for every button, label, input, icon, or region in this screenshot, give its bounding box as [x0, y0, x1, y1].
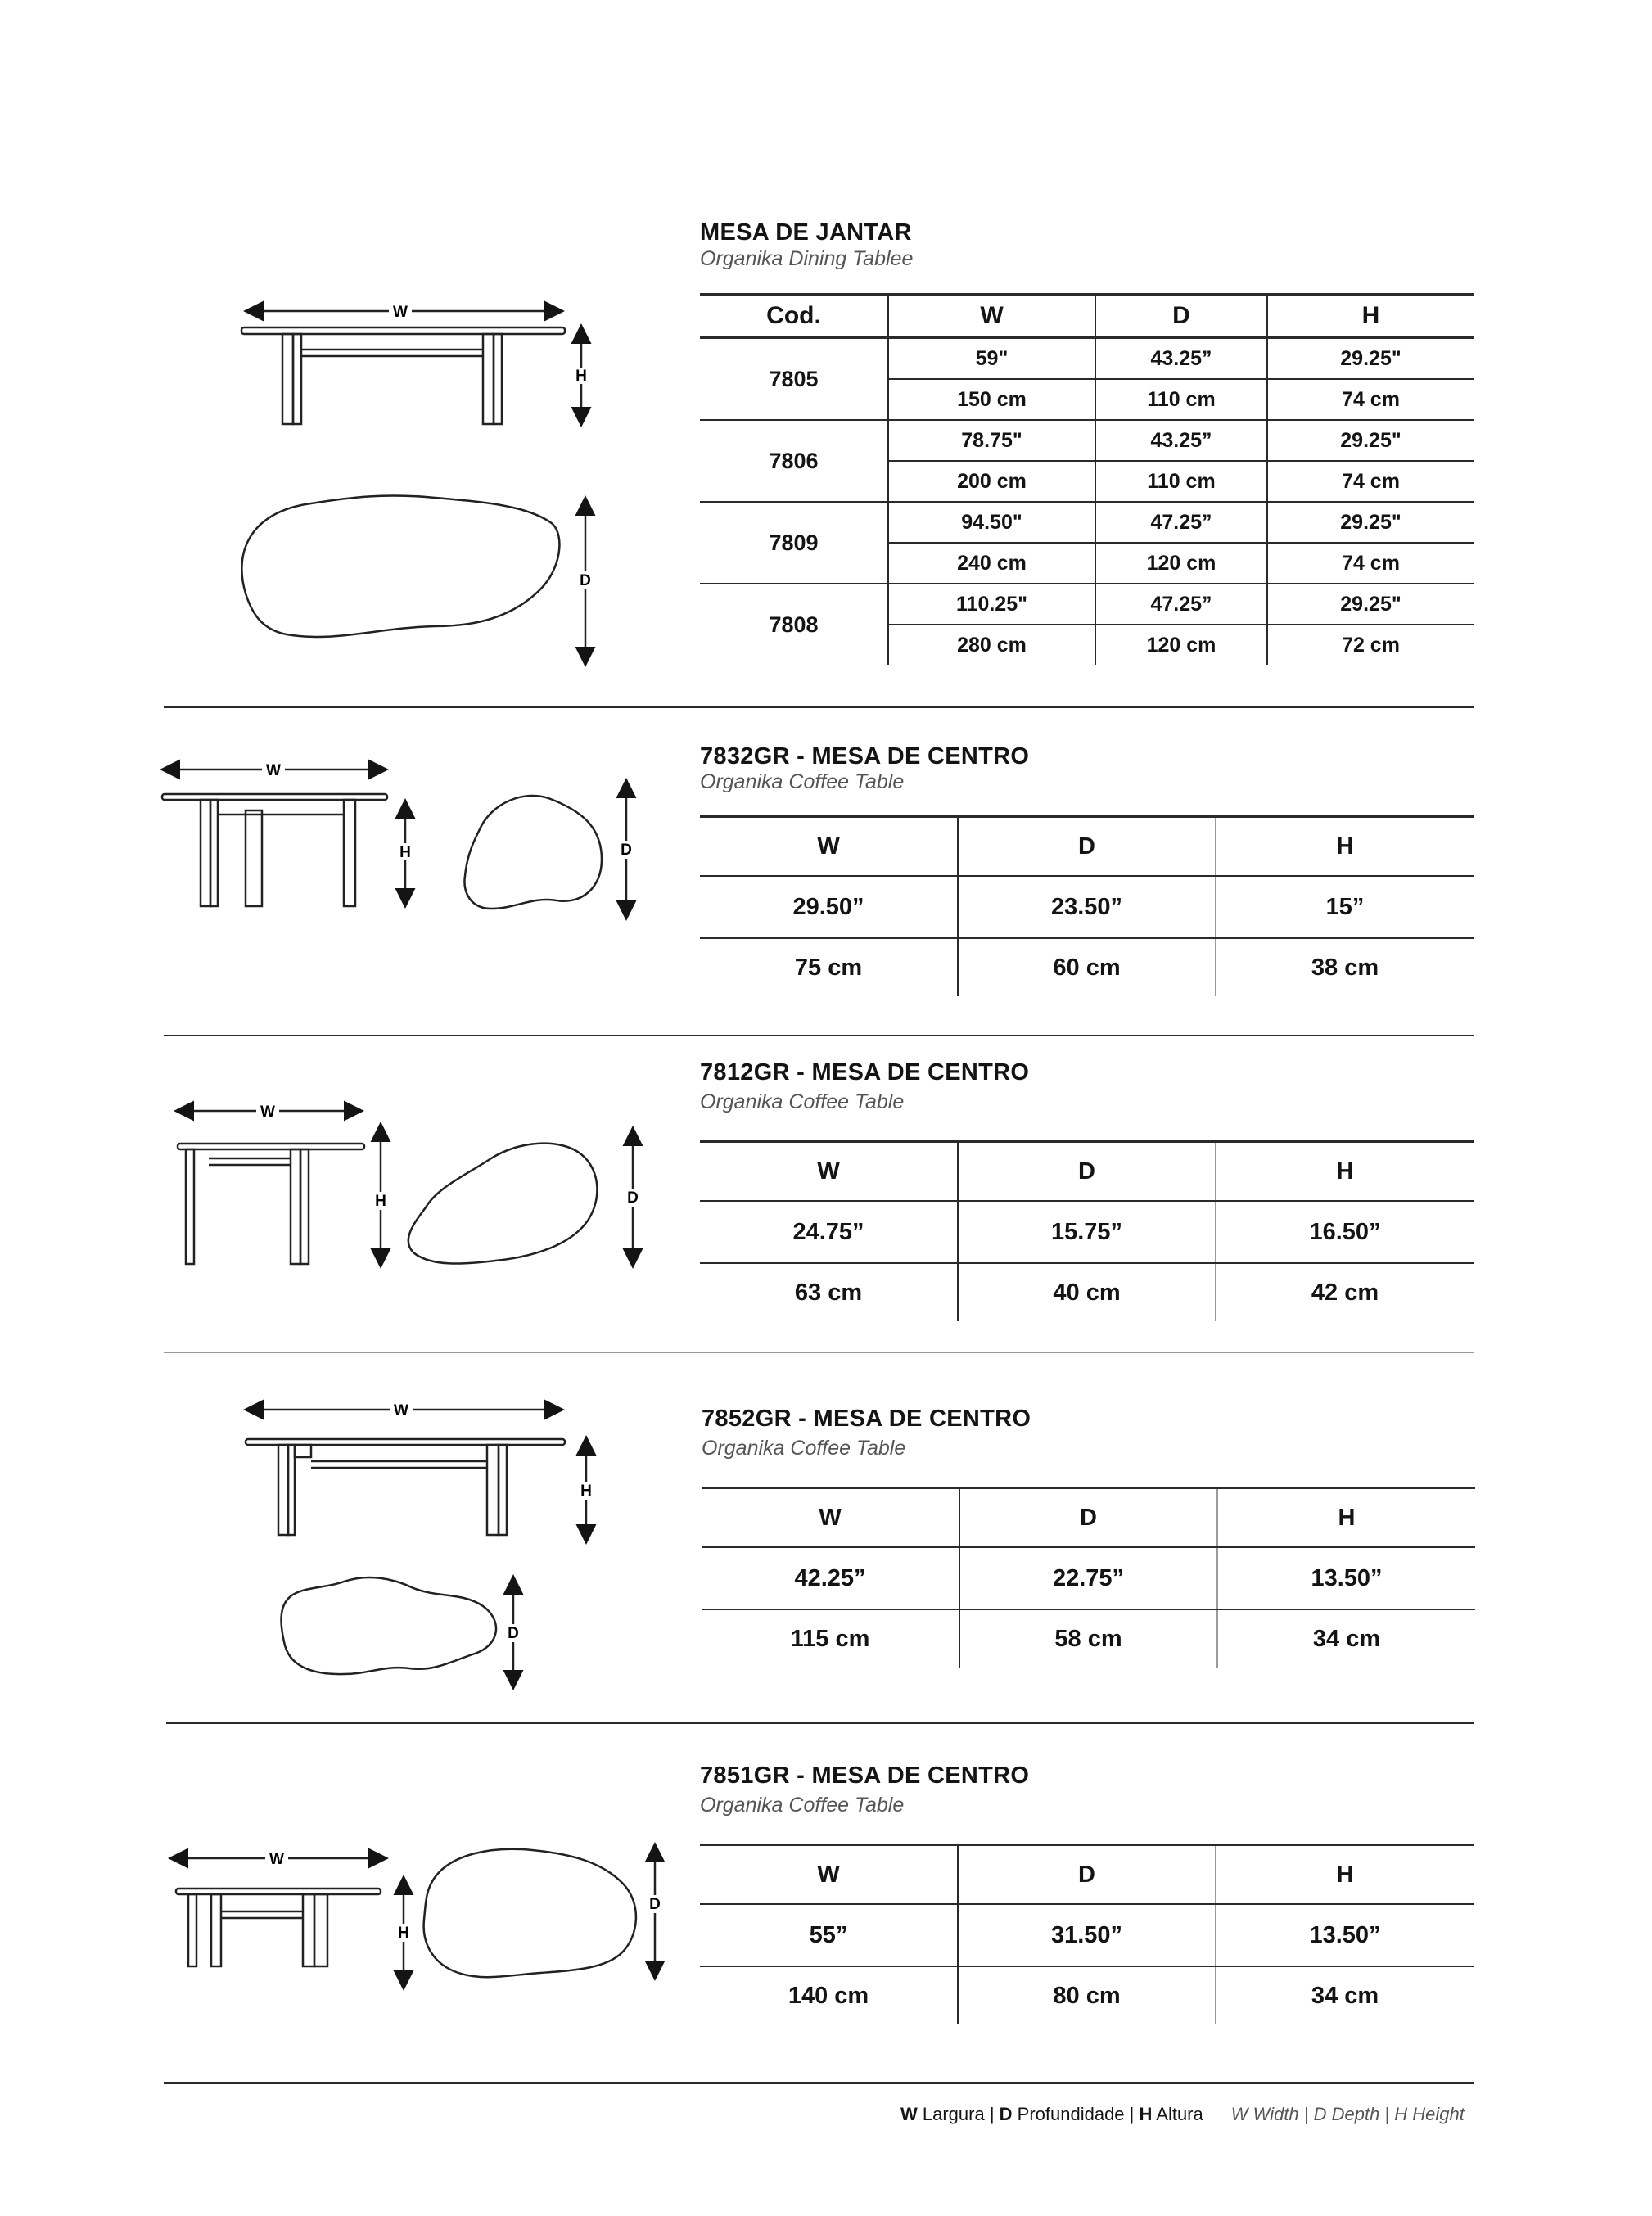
depth-metric: 58 cm	[959, 1609, 1217, 1668]
table-header-row	[702, 1488, 1475, 1548]
table-row	[700, 1904, 1474, 1966]
width-label: W	[260, 1103, 275, 1121]
depth-imperial: 15.75”	[958, 1201, 1216, 1263]
header-height: H	[1267, 295, 1474, 338]
coffee-spec-table	[700, 1844, 1474, 2024]
header-width: W	[888, 295, 1095, 338]
depth-label: D	[649, 1896, 661, 1913]
depth-imperial: 47.25”	[1095, 502, 1267, 543]
product-code: 7809	[700, 502, 888, 584]
height-metric: 42 cm	[1216, 1263, 1474, 1321]
height-label: H	[399, 844, 411, 861]
dining-title: MESA DE JANTAR	[700, 219, 912, 246]
legend-english: W Width | D Depth | H Height	[1230, 2104, 1465, 2124]
height-imperial: 29.25"	[1267, 338, 1474, 380]
legend-w-text: Largura |	[917, 2104, 1000, 2124]
table-row	[700, 584, 1474, 625]
header-height: H	[1216, 817, 1474, 877]
header-height: H	[1216, 1845, 1474, 1905]
dining-table-drawing	[229, 291, 614, 679]
width-imperial: 94.50"	[888, 502, 1095, 543]
header-width: W	[700, 817, 958, 877]
height-imperial: 13.50”	[1217, 1547, 1475, 1609]
height-imperial: 29.25"	[1267, 584, 1474, 625]
section-divider	[164, 1035, 1474, 1036]
table-row	[702, 1547, 1475, 1609]
header-depth: D	[1095, 295, 1267, 338]
width-metric: 240 cm	[888, 543, 1095, 584]
header-height: H	[1217, 1488, 1475, 1548]
section-divider	[164, 1352, 1474, 1353]
section-divider	[164, 2082, 1474, 2084]
width-metric: 140 cm	[788, 1982, 869, 2009]
header-height: H	[1216, 1142, 1474, 1202]
height-label: H	[580, 1483, 592, 1500]
height-imperial: 15”	[1216, 876, 1474, 938]
legend-h-text: Altura	[1152, 2104, 1203, 2124]
width-metric: 150 cm	[888, 379, 1095, 420]
depth-imperial: 31.50”	[958, 1904, 1216, 1966]
height-metric: 74 cm	[1267, 379, 1474, 420]
depth-metric: 120 cm	[1095, 625, 1267, 665]
legend-w: W	[900, 2104, 918, 2124]
coffee-table-subtitle: Organika Coffee Table	[702, 1437, 906, 1460]
width-metric: 115 cm	[790, 1625, 870, 1652]
height-imperial: 29.25"	[1267, 420, 1474, 461]
table-row	[700, 1966, 1474, 2024]
width-imperial: 24.75”	[700, 1201, 958, 1263]
legend-h: H	[1139, 2104, 1153, 2124]
dining-spec-table	[700, 293, 1474, 665]
depth-label: D	[580, 572, 591, 589]
height-metric: 34 cm	[1216, 1966, 1474, 2024]
width-imperial: 110.25"	[888, 584, 1095, 625]
legend-d: D	[999, 2104, 1013, 2124]
width-imperial: 55”	[700, 1904, 958, 1966]
coffee-table-title: 7832GR - MESA DE CENTRO	[700, 743, 1030, 770]
dining-side-view	[241, 311, 581, 424]
height-label: H	[375, 1193, 386, 1210]
header-width: W	[700, 1845, 958, 1905]
height-metric: 34 cm	[1217, 1609, 1475, 1668]
coffee-table-subtitle: Organika Coffee Table	[700, 770, 905, 793]
width-label: W	[393, 304, 408, 321]
width-imperial: 42.25”	[702, 1547, 959, 1609]
header-depth: D	[959, 1488, 1217, 1548]
legend-d-text: Profundidade |	[1012, 2104, 1140, 2124]
section-divider	[164, 706, 1474, 708]
table-row	[700, 420, 1474, 461]
table-row	[700, 1201, 1474, 1263]
table-header-row	[700, 1845, 1474, 1905]
table-header-row	[700, 817, 1474, 877]
depth-imperial: 43.25”	[1095, 420, 1267, 461]
dimension-legend	[900, 2104, 1465, 2125]
table-row	[700, 502, 1474, 543]
table-row	[700, 338, 1474, 380]
coffee-table-title: 7812GR - MESA DE CENTRO	[700, 1059, 1030, 1085]
width-imperial: 59"	[888, 338, 1095, 380]
width-label: W	[266, 762, 281, 779]
depth-metric: 80 cm	[958, 1966, 1216, 2024]
height-metric: 74 cm	[1267, 461, 1474, 502]
header-depth: D	[958, 1845, 1216, 1905]
width-label: W	[394, 1402, 408, 1419]
depth-metric: 110 cm	[1095, 379, 1267, 420]
depth-imperial: 47.25”	[1095, 584, 1267, 625]
height-imperial: 29.25"	[1267, 502, 1474, 543]
depth-metric: 120 cm	[1095, 543, 1267, 584]
width-metric: 200 cm	[888, 461, 1095, 502]
height-label: H	[398, 1925, 409, 1942]
header-depth: D	[958, 817, 1216, 877]
width-imperial: 78.75"	[888, 420, 1095, 461]
width-imperial: 29.50”	[700, 876, 958, 938]
coffee-table-7812-drawing	[168, 1093, 659, 1281]
coffee-table-7832-drawing	[156, 753, 655, 933]
depth-metric: 40 cm	[958, 1263, 1216, 1321]
depth-imperial: 22.75”	[959, 1547, 1217, 1609]
coffee-spec-table	[700, 1140, 1474, 1321]
table-row	[700, 1263, 1474, 1321]
depth-imperial: 23.50”	[958, 876, 1216, 938]
product-code: 7806	[700, 420, 888, 502]
product-code: 7808	[700, 584, 888, 665]
coffee-table-title: 7852GR - MESA DE CENTRO	[702, 1406, 1031, 1432]
table-row	[702, 1609, 1475, 1668]
header-width: W	[700, 1142, 958, 1202]
dining-subtitle: Organika Dining Tablee	[700, 247, 914, 270]
coffee-table-7851-drawing	[164, 1830, 671, 2010]
depth-metric: 60 cm	[958, 938, 1216, 996]
depth-imperial: 43.25”	[1095, 338, 1267, 380]
height-metric: 74 cm	[1267, 543, 1474, 584]
width-metric: 280 cm	[888, 625, 1095, 665]
coffee-table-7852-drawing	[229, 1392, 614, 1703]
depth-label: D	[508, 1625, 519, 1642]
table-header-row	[700, 1142, 1474, 1202]
coffee-spec-table	[700, 815, 1474, 996]
width-metric: 75 cm	[794, 954, 863, 981]
header-width: W	[702, 1488, 959, 1548]
header-depth: D	[958, 1142, 1216, 1202]
width-metric: 63 cm	[794, 1279, 863, 1306]
coffee-spec-table	[702, 1487, 1475, 1668]
height-imperial: 16.50”	[1216, 1201, 1474, 1263]
width-label: W	[269, 1851, 284, 1868]
product-code: 7805	[769, 366, 819, 391]
table-row	[700, 876, 1474, 938]
coffee-table-subtitle: Organika Coffee Table	[700, 1090, 905, 1113]
coffee-table-subtitle: Organika Coffee Table	[700, 1794, 905, 1817]
height-metric: 72 cm	[1267, 625, 1474, 665]
height-metric: 38 cm	[1216, 938, 1474, 996]
header-code: Cod.	[700, 295, 888, 338]
depth-metric: 110 cm	[1095, 461, 1267, 502]
section-divider	[166, 1722, 1474, 1724]
height-imperial: 13.50”	[1216, 1904, 1474, 1966]
height-label: H	[575, 368, 587, 385]
depth-label: D	[621, 842, 632, 859]
depth-label: D	[627, 1189, 639, 1207]
table-header-row	[700, 295, 1474, 338]
table-row	[700, 938, 1474, 996]
dining-top-view	[241, 495, 585, 663]
coffee-table-title: 7851GR - MESA DE CENTRO	[700, 1762, 1030, 1789]
